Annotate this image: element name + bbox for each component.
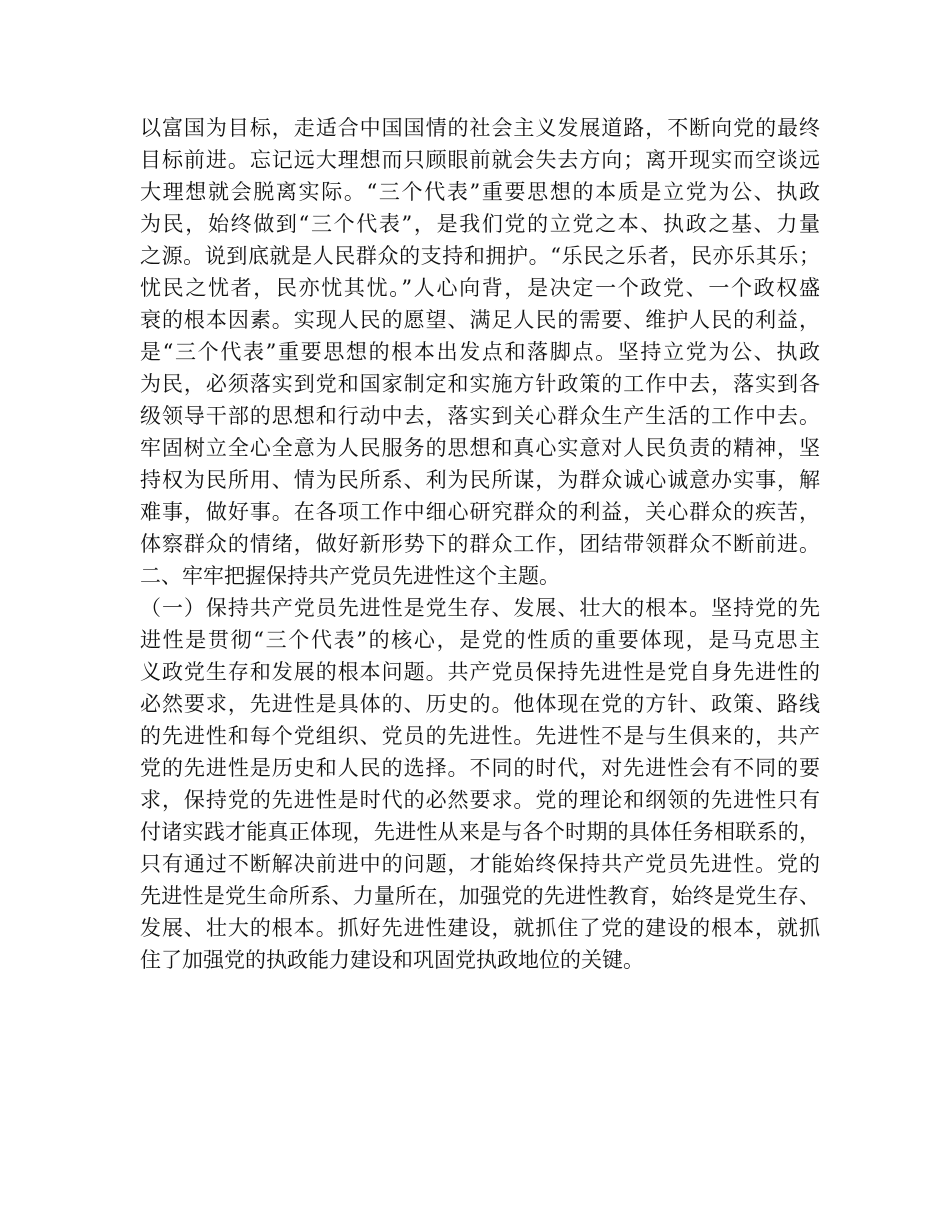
text-line: 为民，始终做到“三个代表”，是我们党的立党之本、执政之基、力量 xyxy=(140,212,820,236)
text-line: 之源。说到底就是人民群众的支持和拥护。“乐民之乐者，民亦乐其乐； xyxy=(140,244,820,268)
text-line: 发展、壮大的根本。抓好先进性建设，就抓住了党的建设的根本，就抓 xyxy=(140,916,820,940)
text-line: 为民，必须落实到党和国家制定和实施方针政策的工作中去，落实到各 xyxy=(140,372,820,396)
text-line: 持权为民所用、情为民所系、利为民所谋，为群众诚心诚意办实事，解 xyxy=(140,468,820,492)
text-line: 体察群众的情绪，做好新形势下的群众工作，团结带领群众不断前进。 xyxy=(140,532,820,556)
text-line: 衰的根本因素。实现人民的愿望、满足人民的需要、维护人民的利益， xyxy=(140,308,820,332)
text-line: 目标前进。忘记远大理想而只顾眼前就会失去方向；离开现实而空谈远 xyxy=(140,148,820,172)
text-line: 求，保持党的先进性是时代的必然要求。党的理论和纲领的先进性只有 xyxy=(140,788,820,812)
text-line: （一）保持共产党员先进性是党生存、发展、壮大的根本。坚持党的先 xyxy=(140,596,820,620)
text-line: 忧民之忧者，民亦忧其忧。”人心向背，是决定一个政党、一个政权盛 xyxy=(140,276,820,300)
text-line: 进性是贯彻“三个代表”的核心，是党的性质的重要体现，是马克思主 xyxy=(140,628,820,652)
text-line: 难事，做好事。在各项工作中细心研究群众的利益，关心群众的疾苦， xyxy=(140,500,820,524)
section-heading: 二、牢牢把握保持共产党员先进性这个主题。 xyxy=(140,564,560,588)
text-line: 先进性是党生命所系、力量所在，加强党的先进性教育，始终是党生存、 xyxy=(140,884,820,908)
text-line: 只有通过不断解决前进中的问题，才能始终保持共产党员先进性。党的 xyxy=(140,852,820,876)
text-line: 付诸实践才能真正体现，先进性从来是与各个时期的具体任务相联系的， xyxy=(140,820,820,844)
text-line: 以富国为目标，走适合中国国情的社会主义发展道路，不断向党的最终 xyxy=(140,116,820,140)
text-line: 党的先进性是历史和人民的选择。不同的时代，对先进性会有不同的要 xyxy=(140,756,820,780)
text-line: 大理想就会脱离实际。“三个代表”重要思想的本质是立党为公、执政 xyxy=(140,180,820,204)
body-text xyxy=(140,112,820,976)
text-line: 必然要求，先进性是具体的、历史的。他体现在党的方针、政策、路线 xyxy=(140,692,820,716)
text-line: 义政党生存和发展的根本问题。共产党员保持先进性是党自身先进性的 xyxy=(140,660,820,684)
text-line: 住了加强党的执政能力建设和巩固党执政地位的关键。 xyxy=(140,948,644,972)
text-line: 牢固树立全心全意为人民服务的思想和真心实意对人民负责的精神，坚 xyxy=(140,436,820,460)
text-line: 级领导干部的思想和行动中去，落实到关心群众生产生活的工作中去。 xyxy=(140,404,820,428)
text-line: 的先进性和每个党组织、党员的先进性。先进性不是与生俱来的，共产 xyxy=(140,724,820,748)
text-line: 是“三个代表”重要思想的根本出发点和落脚点。坚持立党为公、执政 xyxy=(140,340,820,364)
